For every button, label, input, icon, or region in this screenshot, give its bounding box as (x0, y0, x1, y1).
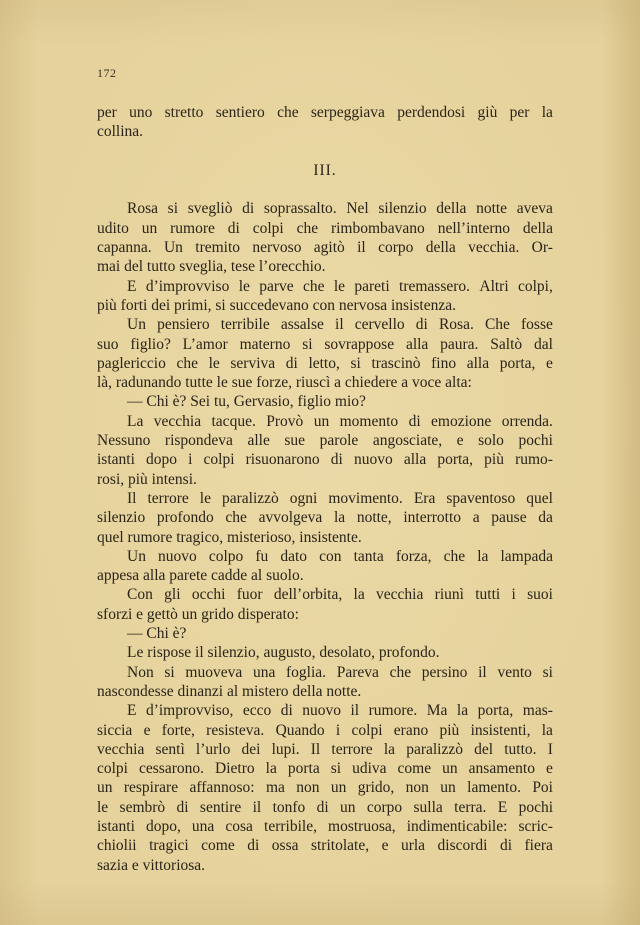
spacer (97, 180, 553, 199)
text-line: per uno stretto sentiero che serpeggiava perdendosi giù per la (97, 104, 553, 121)
text-line: istanti dopo i colpi risuonarono di nuovo alla porta, più rumo- (97, 451, 553, 469)
text-line: Rosa si svegliò di soprassalto. Nel silenzio della notte aveva (127, 200, 553, 218)
body-text (97, 103, 553, 875)
paragraph (97, 585, 553, 624)
paragraph (97, 392, 553, 411)
text-line: colpi cessarono. Dietro la porta si udiva come un ansamento e (97, 760, 553, 778)
text-line: paglericcio che le serviva di letto, si trascinò fino alla porta, e (97, 354, 553, 372)
text-line: Il terrore le paralizzò ogni movimento. Era spaventoso quel (127, 489, 553, 507)
paragraph (97, 412, 553, 489)
text-line: un respirare affannoso: ma non un grido, non un lamento. Poi (97, 779, 553, 797)
paragraph (97, 277, 553, 316)
text-line: sazia e vittoriosa. (97, 856, 206, 874)
paragraph (97, 315, 553, 392)
paragraph (97, 547, 553, 586)
text-line: Non si muoveva una foglia. Pareva che persino il vento si (127, 663, 553, 681)
text-line: quel rumore tragico, misterioso, insistente. (97, 528, 362, 546)
text-line: silenzio profondo che avvolgeva la notte, interrotto a pause da (97, 509, 553, 527)
text-line: nascondesse dinanzi al mistero della notte. (97, 682, 362, 700)
spacer (97, 142, 553, 161)
paragraph (97, 643, 553, 662)
text-line: Le rispose il silenzio, augusto, desolato, profondo. (127, 644, 440, 662)
page-number: 172 (97, 66, 117, 80)
paragraph (97, 489, 553, 547)
text-line: chiolii tragici come di ossa stritolate, e urla discordi di fiera (97, 837, 553, 855)
text-line: udito un rumore di colpi che rimbombavano nell’interno della (97, 219, 553, 237)
paragraph (97, 624, 553, 643)
text-line: mai del tutto sveglia, tese l’orecchio. (97, 258, 326, 276)
text-line: siccia e forte, resisteva. Quando i colpi erano più insistenti, la (97, 721, 553, 739)
text-line: suo figlio? L’amor materno si sovrappose alla paura. Saltò dal (97, 335, 553, 353)
text-line: là, radunando tutte le sue forze, riuscì a chiedere a voce alta: (97, 374, 472, 392)
text-line: Con gli occhi fuor dell’orbita, la vecchia riunì tutti i suoi (127, 586, 553, 604)
text-line: le sembrò di sentire il tonfo di un corpo sulla terra. E pochi (97, 798, 553, 816)
text-line: rosi, più intensi. (97, 470, 197, 488)
text-line: istanti dopo, una cosa terribile, mostruosa, indimenticabile: scric- (97, 817, 553, 835)
text-line: collina. (97, 123, 144, 141)
text-line: più forti dei primi, si succedevano con nervosa insistenza. (97, 296, 456, 314)
text-line: Un pensiero terribile assalse il cervello di Rosa. Che fosse (127, 316, 553, 334)
paragraph (97, 701, 553, 875)
text-line: Nessuno rispondeva alle sue parole angosciate, e solo pochi (97, 432, 553, 450)
paragraph (97, 663, 553, 702)
text-line: Un nuovo colpo fu dato con tanta forza, che la lampada (127, 547, 553, 565)
text-line: E d’improvviso, ecco di nuovo il rumore. Ma la porta, mas- (127, 702, 553, 720)
text-line: La vecchia tacque. Provò un momento di emozione orrenda. (127, 412, 553, 430)
text-line: appesa alla parete cadde al suolo. (97, 567, 304, 585)
text-line: capanna. Un tremito nervoso agitò il corpo della vecchia. Or- (97, 239, 553, 257)
paragraph (97, 199, 553, 276)
paragraphs (97, 199, 553, 874)
section-heading: III. (313, 161, 337, 179)
text-line: — Chi è? Sei tu, Gervasio, figlio mio? (127, 393, 366, 411)
text-line: sforzi e gettò un grido disperato: (97, 605, 299, 623)
text-line: — Chi è? (127, 625, 187, 643)
text-line: vecchia sentì l’urlo dei lupi. Il terrore la paralizzò del tutto. I (97, 740, 553, 758)
text-line: E d’improvviso le parve che le pareti tremassero. Altri colpi, (127, 277, 553, 295)
